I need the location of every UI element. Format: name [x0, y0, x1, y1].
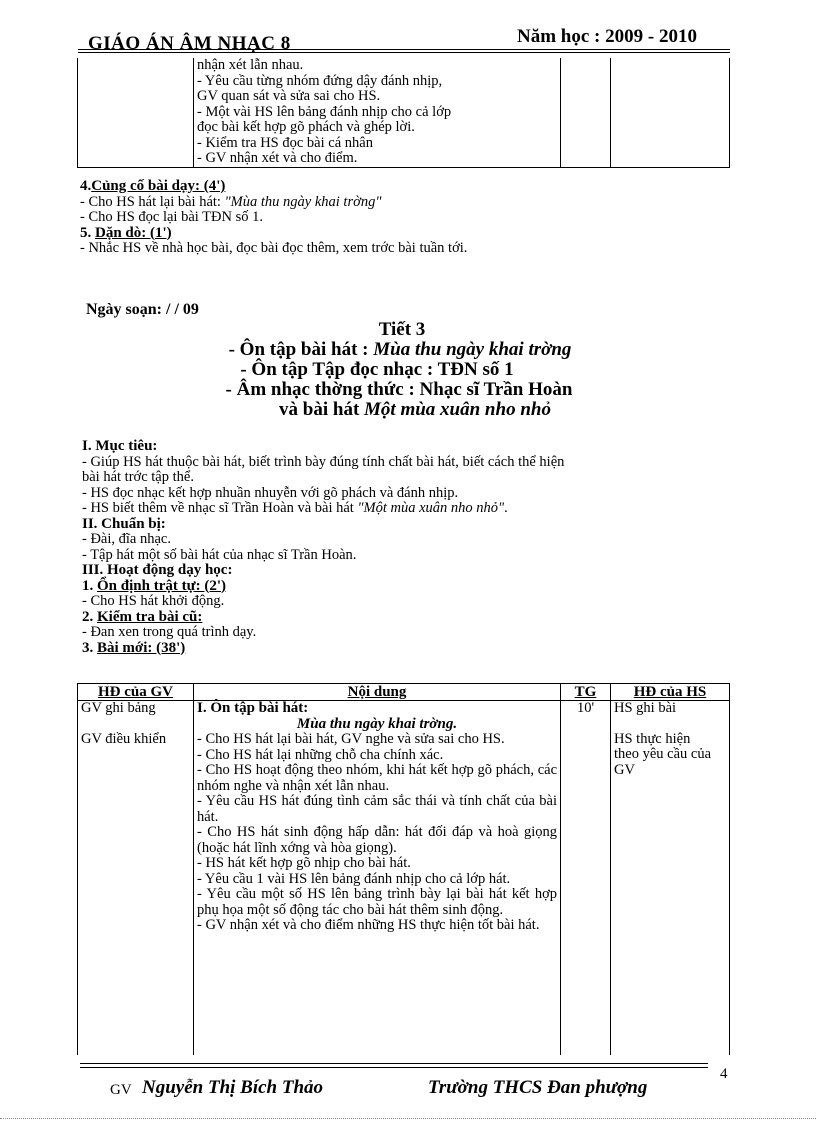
objective-3: - HS biết thêm về nhạc sĩ Trần Hoàn và bài hát "Một mùa xuân nho nhỏ".: [82, 500, 508, 516]
content-song: Mùa thu ngày khai trờng.: [296, 715, 458, 732]
lesson-number: Tiết 3: [378, 319, 426, 340]
lesson-line-1: - Ôn tập bài hát : Mùa thu ngày khai trờng: [228, 339, 572, 360]
table-cell-hs: [611, 58, 730, 167]
document-title: GIÁO ÁN ÂM NHẠC 8: [88, 33, 291, 54]
header-rule: [78, 49, 730, 50]
tg-cell: 10': [561, 701, 611, 1055]
section-4-heading: 4.Củng cố bài dạy: (4'): [80, 178, 226, 194]
lesson-table: [77, 683, 730, 1055]
content-cell: [194, 701, 561, 1055]
table-cell-tg: [561, 58, 611, 167]
table-row: [78, 701, 730, 1055]
content-line: - HS hát kết hợp gõ nhịp cho bài hát.: [197, 855, 411, 871]
gv-cell: [78, 701, 194, 1055]
content-line: - Cho HS hát lại bài hát, GV nghe và sửa sai cho HS.: [197, 731, 505, 747]
objectives-heading: I. Mục tiêu:: [82, 438, 158, 454]
content-line: - Một vài HS lên bảng đánh nhịp cho cả lớp: [197, 103, 452, 120]
content-line: - Kiểm tra HS đọc bài cá nhân: [197, 134, 373, 151]
lesson-line-3: - Âm nhạc thờng thức : Nhạc sĩ Trần Hoàn: [225, 379, 573, 400]
content-line: - Yêu cầu HS hát đúng tình cảm sắc thái và tính chất của bài hát.: [197, 793, 557, 825]
activity-3-heading: 3. Bài mới: (38'): [82, 639, 186, 656]
objective-2: - HS đọc nhạc kết hợp nhuần nhuyễn với gõ phách và đánh nhịp.: [82, 484, 459, 501]
section-5-heading: 5. Dặn dò: (1'): [80, 224, 172, 241]
table-cell-gv: [78, 58, 194, 167]
hs-cell: [611, 701, 730, 1055]
content-line: - Cho HS hát lại những chỗ cha chính xác.: [197, 746, 444, 763]
preparation-heading: II. Chuẩn bị:: [82, 515, 166, 532]
content-line: - Cho HS hoạt động theo nhóm, khi hát kết hợp gõ phách, các nhóm nghe và nhận xét lẫn nhau.: [197, 762, 557, 794]
header-rule-2: [78, 52, 730, 53]
gv-item: GV điều khiển: [81, 730, 167, 747]
col-header-hs: HĐ của HS: [611, 684, 730, 701]
objective-1a: - Giúp HS hát thuộc bài hát, biết trình bày đúng tính chất bài hát, biết cách thể hiện: [82, 453, 565, 470]
lesson-body: [82, 439, 730, 656]
section-5-line-1: - Nhắc HS về nhà học bài, đọc bài đọc thêm, xem trớc bài tuần tới.: [80, 240, 468, 256]
objective-1b: bài hát trớc tập thể.: [82, 469, 194, 485]
activity-2-heading: 2. Kiểm tra bài cũ:: [82, 608, 203, 625]
table-cell-content: [194, 58, 561, 167]
section-4-line-2: - Cho HS đọc lại bài TĐN số 1.: [80, 209, 263, 225]
col-header-gv: HĐ của GV: [78, 684, 194, 701]
hs-item: HS ghi bài: [614, 700, 677, 716]
content-line: - Yêu cầu một số HS lên bảng trình bày lại bài hát kết hợp phụ họa một số động tác cho bài hát thêm sinh động.: [197, 886, 557, 918]
section-4: [80, 179, 730, 257]
footer-teacher: Nguyễn Thị Bích Thảo: [142, 1077, 324, 1098]
content-line: - Yêu cầu từng nhóm đứng dậy đánh nhịp,: [197, 72, 443, 89]
content-line: nhận xét lẫn nhau.: [197, 57, 304, 73]
footer-school: Trường THCS Đan phượng: [428, 1077, 648, 1098]
content-line: đọc bài kết hợp gõ phách và ghép lời.: [197, 119, 415, 135]
preparation-1: - Đài, đĩa nhạc.: [82, 531, 171, 547]
lesson-line-2: - Ôn tập Tập đọc nhạc : TĐN số 1: [240, 359, 514, 380]
table-header-row: [78, 684, 730, 701]
content-line: GV quan sát và sửa sai cho HS.: [197, 88, 381, 104]
lesson-line-4: và bài hát Một mùa xuân nho nhỏ: [279, 399, 551, 420]
content-line: - GV nhận xét và cho điểm.: [197, 150, 358, 166]
col-header-tg: TG: [561, 684, 611, 701]
content-line: - GV nhận xét và cho điểm những HS thực hiện tốt bài hát.: [197, 917, 540, 933]
footer-gv-label: GV: [110, 1082, 132, 1098]
content-line: - Cho HS hát sinh động hấp dẫn: hát đối đáp và hoà giọng (hoặc hát lĩnh xớng và hòa giọng).: [197, 824, 557, 856]
school-year: Năm học : 2009 - 2010: [517, 26, 697, 47]
hs-item: HS thực hiện theo yêu cầu của GV: [614, 730, 712, 778]
footer-rule-2: [80, 1067, 708, 1068]
table-row: [78, 58, 730, 167]
lesson-title: [80, 320, 730, 420]
activity-2-item: - Đan xen trong quá trình dạy.: [82, 624, 257, 640]
page-number: 4: [720, 1066, 728, 1082]
activity-1-item: - Cho HS hát khởi động.: [82, 593, 225, 609]
activities-heading: III. Hoạt động dạy học:: [82, 562, 233, 578]
footer-rule: [80, 1063, 708, 1064]
preparation-2: - Tập hát một số bài hát của nhạc sĩ Trần Hoàn.: [82, 546, 357, 563]
content-line: - Yêu cầu 1 vài HS lên bảng đánh nhịp cho cả lớp hát.: [197, 870, 511, 887]
page-edge: [0, 1118, 816, 1119]
date-prepared: Ngày soạn: / / 09: [86, 301, 199, 318]
activity-1-heading: 1. Ổn định trật tự: (2'): [82, 577, 227, 594]
continued-table: [77, 58, 730, 168]
content-title: I. Ôn tập bài hát:: [197, 700, 309, 716]
col-header-content: Nội dung: [194, 684, 561, 701]
section-4-line-1: - Cho HS hát lại bài hát: "Mùa thu ngày khai trờng": [80, 193, 382, 210]
gv-item: GV ghi bảng: [81, 700, 156, 716]
